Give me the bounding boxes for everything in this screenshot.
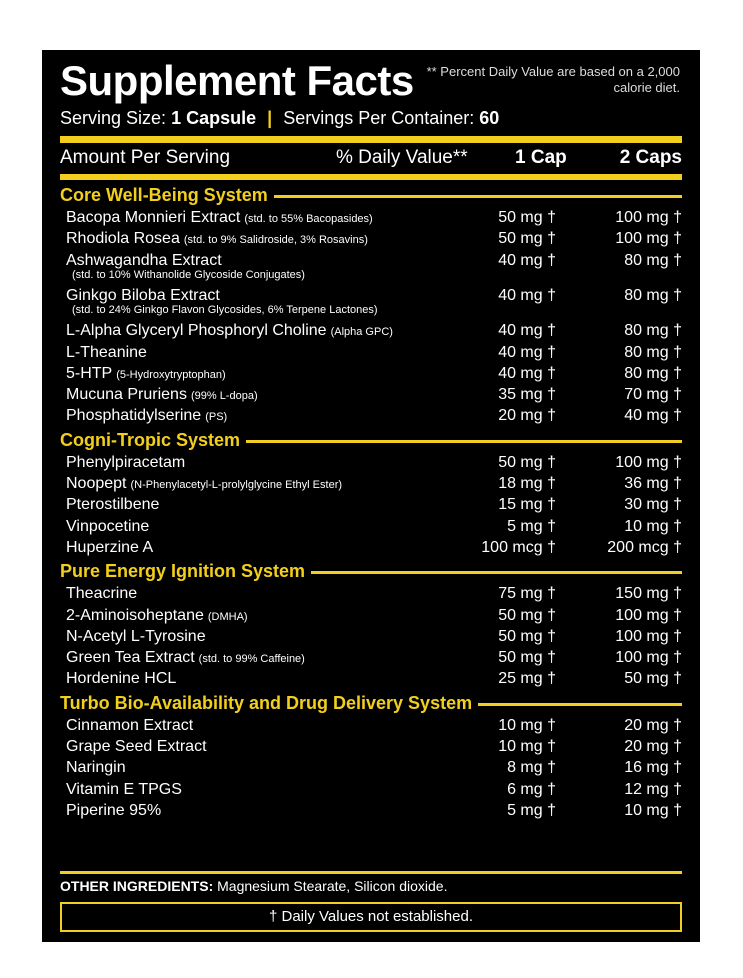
serving-size-label: Serving Size:	[60, 108, 172, 128]
amount-1-cap: 75 mg †	[498, 585, 556, 603]
ingredient-name-cell	[66, 715, 193, 737]
ingredient-row	[66, 537, 682, 559]
ingredient-standardization: (N-Phenylacetyl-L-prolylglycine Ethyl Ester)	[130, 479, 343, 491]
ingredient-row	[66, 228, 682, 250]
ingredient-name: N-Acetyl L-Tyrosine	[66, 627, 206, 645]
ingredient-row	[66, 452, 682, 474]
ingredient-name-cell	[66, 473, 342, 496]
amount-1-cap: 50 mg †	[498, 209, 556, 226]
ingredient-row	[66, 363, 682, 385]
ingredient-name: Hordenine HCL	[66, 670, 177, 688]
ingredient-name: Bacopa Monnieri Extract	[66, 209, 241, 226]
ingredient-standardization: (PS)	[205, 411, 228, 424]
amount-2-caps: 100 mg †	[615, 649, 682, 667]
ingredient-row	[66, 757, 682, 779]
amount-2-caps: 100 mg †	[615, 453, 682, 471]
amount-2-caps: 150 mg †	[615, 585, 682, 603]
ingredient-name: Naringin	[66, 759, 126, 777]
amount-1-cap: 25 mg †	[498, 670, 556, 688]
amount-2-caps: 200 mcg †	[607, 538, 682, 556]
ingredient-name: 5-HTP	[66, 364, 113, 382]
ingredient-name: Rhodiola Rosea	[66, 230, 180, 248]
amount-1-cap: 15 mg †	[498, 496, 556, 514]
amount-1-cap: 5 mg †	[507, 801, 556, 819]
amount-1-cap: 40 mg †	[498, 322, 556, 340]
ingredient-name-cell	[66, 228, 368, 251]
ingredient-name: Phosphatidylserine	[66, 407, 202, 425]
ingredient-name-cell	[66, 207, 373, 230]
ingredient-standardization-line: (std. to 10% Withanolide Glycoside Conjugates)	[72, 268, 305, 281]
amount-2-caps: 80 mg †	[624, 286, 682, 304]
ingredient-name: Cinnamon Extract	[66, 716, 194, 734]
amount-2-caps: 30 mg †	[624, 496, 682, 514]
ingredient-standardization: (std. to 9% Salidroside, 3% Rosavins)	[183, 234, 368, 247]
amount-1-cap: 6 mg †	[507, 780, 556, 798]
header-1-cap: 1 Cap	[515, 147, 567, 168]
serving-divider: |	[267, 108, 273, 128]
ingredient-name: L-Alpha Glyceryl Phosphoryl Choline	[66, 322, 327, 340]
ingredient-name-cell	[66, 320, 393, 343]
section-header	[60, 184, 682, 206]
ingredient-name-cell	[66, 605, 248, 628]
ingredient-row	[66, 626, 682, 648]
ingredient-standardization: (std. to 55% Bacopasides)	[244, 213, 373, 225]
ingredient-standardization: (Alpha GPC)	[330, 326, 393, 339]
section-header	[60, 692, 682, 714]
amount-1-cap: 40 mg †	[498, 286, 556, 304]
footer-rule	[60, 871, 682, 874]
amount-1-cap: 8 mg †	[507, 759, 556, 777]
header-amount: Amount Per Serving	[60, 147, 231, 168]
ingredient-row	[66, 647, 682, 669]
ingredient-name-cell	[66, 668, 176, 690]
ingredient-row	[66, 405, 682, 427]
section-title: Cogni-Tropic System	[60, 429, 246, 451]
ingredient-name-cell	[66, 647, 305, 670]
ingredient-row	[66, 516, 682, 538]
ingredient-row	[66, 494, 682, 516]
ingredient-name: Vinpocetine	[66, 517, 150, 535]
ingredient-name-cell	[66, 779, 182, 801]
ingredient-name-cell	[66, 363, 226, 386]
ingredient-row	[66, 583, 682, 605]
ingredient-name-cell	[66, 342, 147, 364]
section-title: Turbo Bio-Availability and Drug Delivery System	[60, 692, 478, 714]
header-daily-value: % Daily Value**	[336, 147, 468, 168]
daily-value-footnote: ** Percent Daily Value are based on a 2,000 calorie diet.	[426, 64, 680, 95]
amount-1-cap: 50 mg †	[498, 230, 556, 248]
other-ingredients-label: OTHER INGREDIENTS:	[60, 878, 218, 894]
amount-2-caps: 80 mg †	[624, 322, 682, 340]
serving-info	[60, 108, 499, 128]
other-ingredients	[60, 878, 447, 894]
ingredient-name: Ashwagandha Extract	[66, 251, 222, 269]
header-bottom-rule	[60, 174, 682, 180]
ingredient-name: Noopept	[66, 475, 127, 492]
serving-size-value: 1 Capsule	[171, 108, 257, 128]
ingredient-row	[66, 384, 682, 406]
amount-1-cap: 10 mg †	[498, 716, 556, 734]
ingredient-row	[66, 320, 682, 342]
ingredient-name: L-Theanine	[66, 343, 147, 361]
amount-2-caps: 40 mg †	[624, 407, 682, 425]
amount-2-caps: 20 mg †	[624, 738, 682, 755]
ingredient-name-cell	[66, 494, 159, 516]
section-title: Pure Energy Ignition System	[60, 560, 311, 582]
amount-2-caps: 50 mg †	[624, 670, 682, 688]
ingredient-name-cell	[66, 516, 149, 538]
amount-1-cap: 5 mg †	[507, 517, 556, 535]
ingredient-row	[66, 668, 682, 690]
amount-1-cap: 50 mg †	[498, 649, 556, 667]
supplement-facts-panel	[42, 50, 700, 942]
amount-2-caps: 12 mg †	[624, 780, 682, 798]
amount-2-caps: 100 mg †	[615, 606, 682, 624]
ingredient-name: Theacrine	[66, 585, 138, 603]
ingredient-name-cell	[66, 405, 227, 428]
amount-1-cap: 35 mg †	[498, 386, 556, 404]
ingredient-name: Mucuna Pruriens	[66, 386, 187, 404]
ingredient-standardization-line: (std. to 24% Ginkgo Flavon Glycosides, 6% Terpene Lactones)	[72, 304, 378, 317]
ingredient-name: 2-Aminoisoheptane	[66, 606, 204, 624]
page-title: Supplement Facts	[60, 57, 414, 104]
ingredient-name-cell	[66, 384, 258, 407]
amount-2-caps: 70 mg †	[624, 386, 682, 404]
servings-per-container-value: 60	[479, 108, 500, 128]
ingredient-standardization: (5-Hydroxytryptophan)	[116, 368, 226, 381]
ingredient-row	[66, 473, 682, 495]
ingredient-name: Vitamin E TPGS	[66, 780, 182, 798]
ingredient-name-cell	[66, 537, 153, 559]
ingredient-name-cell	[66, 583, 137, 605]
ingredient-name-cell	[66, 800, 161, 822]
amount-1-cap: 50 mg †	[498, 627, 556, 645]
amount-1-cap: 100 mcg †	[481, 538, 556, 556]
amount-2-caps: 100 mg †	[615, 209, 682, 226]
amount-2-caps: 80 mg †	[624, 343, 682, 361]
section-title: Core Well-Being System	[60, 184, 274, 206]
amount-2-caps: 36 mg †	[624, 475, 682, 492]
header-thick-rule	[60, 136, 682, 143]
amount-1-cap: 50 mg †	[498, 606, 556, 624]
ingredient-standardization: (DMHA)	[207, 610, 248, 623]
amount-1-cap: 40 mg †	[498, 343, 556, 361]
ingredient-row	[66, 605, 682, 627]
amount-2-caps: 80 mg †	[624, 251, 682, 269]
servings-per-container-label: Servings Per Container:	[283, 108, 480, 128]
ingredient-row	[66, 715, 682, 737]
section-header	[60, 560, 682, 582]
table-header	[60, 147, 682, 173]
amount-1-cap: 50 mg †	[498, 453, 556, 471]
daily-values-not-established: † Daily Values not established.	[60, 902, 682, 932]
ingredient-name: Piperine 95%	[66, 801, 162, 819]
header-2-caps: 2 Caps	[619, 147, 682, 168]
ingredient-name: Ginkgo Biloba Extract	[66, 286, 220, 304]
amount-1-cap: 20 mg †	[498, 407, 556, 425]
ingredient-name-cell	[66, 757, 126, 779]
section-header	[60, 429, 682, 451]
amount-1-cap: 10 mg †	[498, 738, 556, 755]
amount-2-caps: 80 mg †	[624, 364, 682, 382]
ingredient-name: Huperzine A	[66, 538, 154, 556]
amount-1-cap: 18 mg †	[498, 475, 556, 492]
amount-1-cap: 40 mg †	[498, 251, 556, 269]
amount-2-caps: 10 mg †	[624, 517, 682, 535]
ingredient-standardization: (std. to 99% Caffeine)	[198, 653, 305, 666]
amount-2-caps: 16 mg †	[624, 759, 682, 777]
ingredient-name: Green Tea Extract	[66, 649, 195, 667]
ingredient-row	[66, 779, 682, 801]
ingredient-row	[66, 207, 682, 229]
ingredient-name-cell	[66, 626, 206, 648]
amount-2-caps: 20 mg †	[624, 716, 682, 734]
ingredient-row	[66, 736, 682, 758]
amount-2-caps: 10 mg †	[624, 801, 682, 819]
ingredient-name: Pterostilbene	[66, 496, 160, 514]
ingredient-name-cell	[66, 736, 207, 758]
ingredient-name: Phenylpiracetam	[66, 453, 186, 471]
amount-2-caps: 100 mg †	[615, 230, 682, 248]
other-ingredients-value: Magnesium Stearate, Silicon dioxide.	[217, 878, 448, 894]
ingredient-standardization: (99% L-dopa)	[190, 390, 258, 403]
ingredient-row	[66, 800, 682, 822]
amount-2-caps: 100 mg †	[615, 627, 682, 645]
amount-1-cap: 40 mg †	[498, 364, 556, 382]
ingredient-row	[66, 342, 682, 364]
ingredient-name-cell	[66, 452, 185, 474]
ingredient-name: Grape Seed Extract	[66, 738, 207, 755]
